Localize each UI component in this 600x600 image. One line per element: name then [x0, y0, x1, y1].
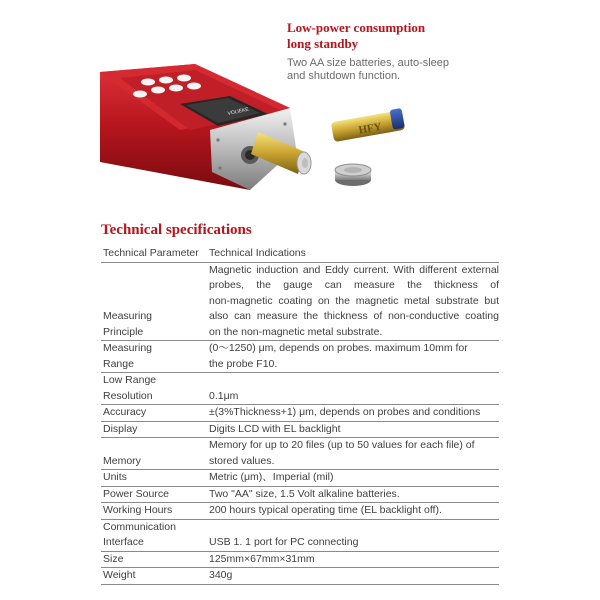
spec-value-line: the probe F10.	[209, 357, 278, 370]
spec-row	[101, 438, 499, 470]
feature-description	[287, 57, 487, 83]
specs-body	[101, 263, 499, 585]
spec-row	[101, 470, 499, 487]
spec-label	[101, 552, 204, 568]
spec-value-line: non-magnetic coating on the magnetic metal substrate but	[209, 294, 499, 307]
spec-value-line: stored values.	[209, 454, 275, 467]
spec-label-line: Resolution	[103, 389, 153, 402]
spec-value-line: Memory for up to 20 files (up to 50 values for each file) of	[209, 439, 475, 451]
spec-label-line: Range	[103, 357, 134, 370]
spec-label	[101, 341, 204, 372]
spec-value	[204, 487, 499, 503]
header-parameter-text: Technical Parameter	[103, 247, 199, 259]
spec-value-line: on the non-magnetic metal substrate.	[209, 325, 383, 338]
spec-label	[101, 405, 204, 421]
spec-value	[204, 568, 499, 584]
spec-label-line: Principle	[103, 325, 144, 338]
spec-value-line: 200 hours typical operating time (EL backlight off).	[209, 504, 442, 516]
spec-label-line: Size	[103, 552, 124, 565]
spec-label	[101, 263, 204, 341]
description-line: Two AA size batteries, auto-sleep	[287, 57, 450, 69]
header-indications	[204, 246, 499, 262]
specs-title: Technical specifications	[101, 222, 252, 238]
spec-value-line: ±(3%Thickness+1) μm, depends on probes and conditions	[209, 406, 481, 418]
spec-label	[101, 373, 204, 404]
spec-value	[204, 422, 499, 438]
spec-label	[101, 568, 204, 584]
spec-value-line: 0.1μm	[209, 389, 239, 402]
spec-label	[101, 520, 204, 551]
spec-value-line: (0～1250) μm, depends on probes. maximum 10mm for	[209, 342, 468, 354]
loose-battery-art	[331, 108, 405, 142]
device-brand-text: VOLIEKE	[227, 106, 250, 117]
spec-label-line: Communication	[103, 520, 176, 533]
description-line: and shutdown function.	[287, 70, 401, 82]
spec-value-line: 340g	[209, 569, 233, 581]
spec-value-line: Two "AA" size, 1.5 Volt alkaline batteries.	[209, 487, 400, 500]
spec-value-line: USB 1. 1 port for PC connecting	[209, 536, 359, 548]
header-parameter	[101, 246, 204, 262]
spec-label-line: Memory	[103, 454, 141, 467]
header-indications-text: Technical Indications	[209, 247, 306, 259]
spec-row	[101, 422, 499, 439]
battery-cap-art	[335, 164, 371, 186]
spec-label	[101, 422, 204, 438]
spec-row	[101, 487, 499, 504]
spec-label	[101, 438, 204, 469]
spec-value-line: probes, the gauge can measure the thickness of	[209, 279, 499, 291]
spec-value	[204, 503, 499, 519]
spec-value-line: Metric (μm)、Imperial (mil)	[209, 471, 334, 483]
spec-label-line: Working Hours	[103, 504, 173, 516]
spec-label-line: Display	[103, 422, 138, 435]
spec-label-line: Power Source	[103, 487, 169, 500]
spec-label-line: Measuring	[103, 342, 153, 354]
spec-value	[204, 341, 499, 372]
spec-label	[101, 470, 204, 486]
spec-value	[204, 520, 499, 551]
spec-row	[101, 373, 499, 405]
spec-value-line: Digits LCD with EL backlight	[209, 422, 341, 435]
feature-headline	[287, 20, 497, 52]
spec-row	[101, 405, 499, 422]
spec-value-line: also can measure the thickness of non-conductive coating	[209, 310, 499, 322]
specs-header-row	[101, 246, 499, 263]
spec-row	[101, 568, 499, 585]
spec-value	[204, 438, 499, 469]
spec-value	[204, 552, 499, 568]
spec-value	[204, 373, 499, 404]
headline-line: long standby	[287, 36, 359, 51]
spec-row	[101, 520, 499, 552]
headline-line: Low-power consumption	[287, 20, 426, 35]
spec-row	[101, 263, 499, 342]
battery-brand-text: HFY	[357, 120, 383, 137]
spec-row	[101, 552, 499, 569]
spec-label-line: Interface	[103, 536, 144, 548]
spec-row	[101, 503, 499, 520]
spec-value	[204, 470, 499, 486]
spec-row	[101, 341, 499, 373]
specs-table	[101, 246, 499, 585]
spec-label-line: Weight	[103, 569, 136, 581]
spec-label-line: Units	[103, 471, 127, 483]
spec-value-line: Magnetic induction and Eddy current. With different external	[209, 263, 499, 276]
spec-label	[101, 487, 204, 503]
gauge-body-art	[100, 64, 296, 190]
spec-label	[101, 503, 204, 519]
spec-label-line: Low Range	[103, 374, 157, 386]
spec-value	[204, 263, 499, 341]
spec-value-line: 125mm×67mm×31mm	[209, 552, 315, 565]
spec-value	[204, 405, 499, 421]
spec-label-line: Measuring	[103, 310, 153, 322]
spec-label-line: Accuracy	[103, 406, 147, 418]
